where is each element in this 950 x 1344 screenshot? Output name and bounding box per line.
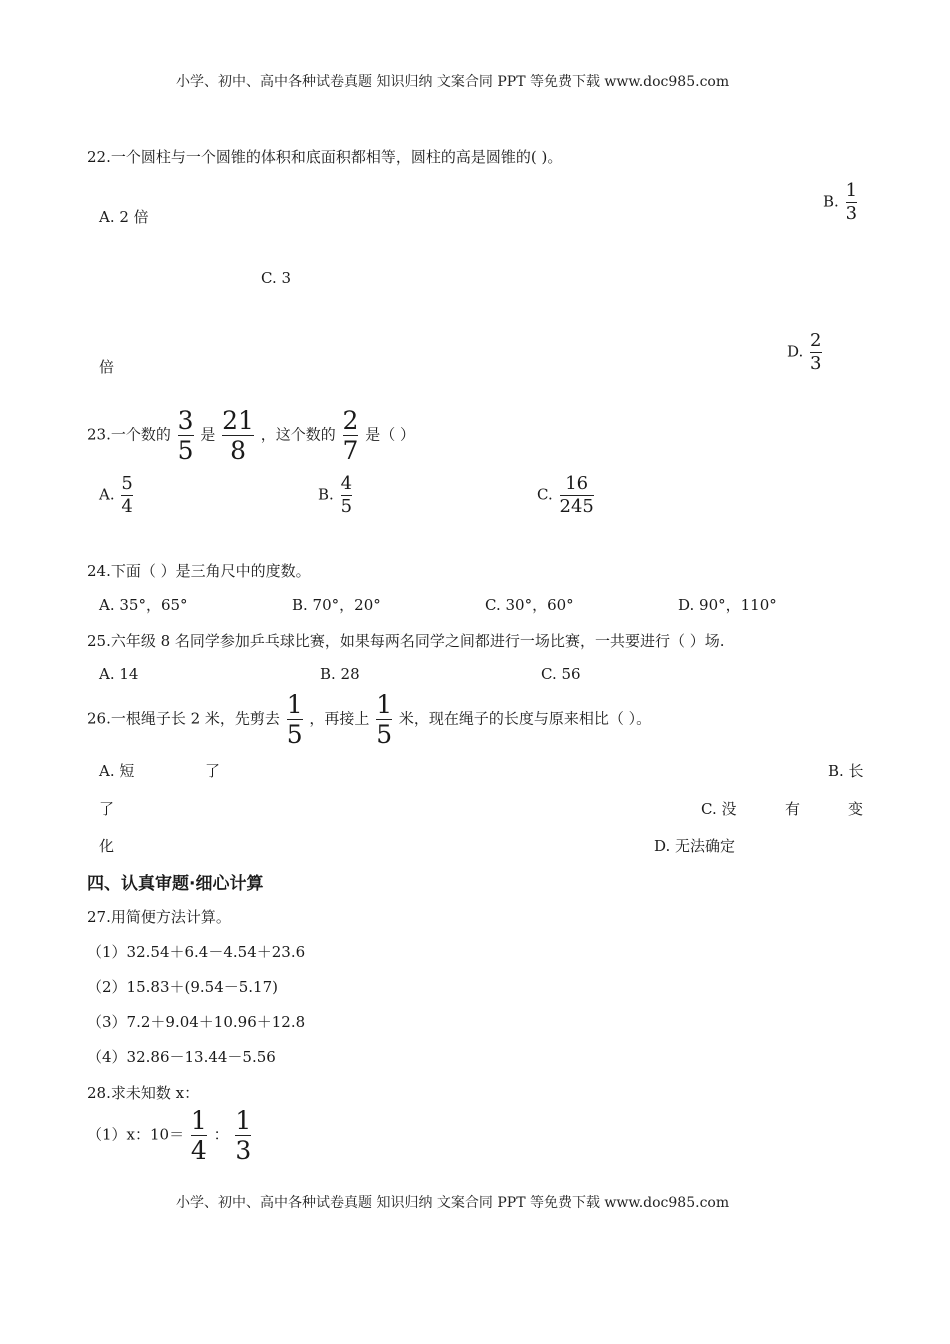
q23-suffix: 是（ ） bbox=[365, 425, 415, 444]
q23-fraction-3 bbox=[343, 408, 359, 463]
q26-fraction-1 bbox=[287, 692, 303, 747]
q26-option-a-part2: 了 bbox=[205, 762, 221, 780]
q23-mid2: ，这个数的 bbox=[260, 425, 336, 444]
q24-option-b: B. 70°，20° bbox=[292, 596, 381, 614]
q23-option-c bbox=[537, 475, 596, 516]
q23-fraction-1 bbox=[178, 408, 194, 463]
fraction-numerator: 21 bbox=[222, 406, 254, 435]
q22-option-b-fraction bbox=[846, 182, 857, 223]
section-4-title: 四、认真审题·细心计算 bbox=[87, 874, 264, 894]
q22-option-d-fraction bbox=[810, 332, 821, 373]
question-24-stem: 24.下面（ ）是三角尺中的度数。 bbox=[87, 562, 311, 580]
q26-option-b-part2: 了 bbox=[99, 800, 115, 818]
question-27-stem: 27.用简便方法计算。 bbox=[87, 908, 231, 926]
q26-option-c-part4: 化 bbox=[99, 837, 115, 855]
q27-item-2: （2）15.83＋(9.54－5.17) bbox=[87, 978, 278, 996]
page-footer: 小学、初中、高中各种试卷真题 知识归纳 文案合同 PPT 等免费下载 www.doc985.com bbox=[176, 1195, 730, 1211]
fraction-numerator: 1 bbox=[190, 1106, 207, 1135]
q28-fraction-1 bbox=[191, 1108, 207, 1163]
q26-option-a-part1: A. 短 bbox=[99, 762, 135, 780]
fraction-denominator: 3 bbox=[845, 203, 858, 224]
q26-option-c-part2: 有 bbox=[785, 800, 801, 818]
q23-option-c-fraction bbox=[560, 475, 594, 516]
q27-item-4: （4）32.86－13.44－5.56 bbox=[87, 1048, 276, 1066]
q22-option-c: C. 3 bbox=[261, 269, 292, 287]
fraction-numerator: 16 bbox=[565, 473, 589, 494]
q23-prefix: 23.一个数的 bbox=[87, 425, 171, 444]
q25-option-c: C. 56 bbox=[541, 665, 581, 683]
fraction-numerator: 1 bbox=[376, 690, 393, 719]
q27-item-1: （1）32.54＋6.4－4.54＋23.6 bbox=[87, 943, 306, 961]
q22-option-d-label: D. bbox=[787, 342, 804, 361]
fraction-denominator: 5 bbox=[177, 436, 194, 465]
fraction-denominator: 245 bbox=[559, 496, 594, 517]
fraction-numerator: 1 bbox=[845, 180, 858, 201]
fraction-denominator: 3 bbox=[810, 353, 822, 374]
fraction-denominator: 8 bbox=[230, 436, 246, 465]
q26-option-b-part1: B. 长 bbox=[828, 762, 864, 780]
q22-option-d bbox=[787, 332, 824, 373]
q28-fraction-2 bbox=[235, 1108, 251, 1163]
q23-option-b bbox=[318, 475, 354, 516]
fraction-numerator: 2 bbox=[810, 330, 822, 351]
q23-mid1: 是 bbox=[200, 425, 216, 444]
q26-prefix: 26.一根绳子长 2 米，先剪去 bbox=[87, 709, 280, 728]
q26-option-d: D. 无法确定 bbox=[654, 837, 736, 855]
q23-option-c-label: C. bbox=[537, 485, 553, 504]
fraction-numerator: 3 bbox=[177, 406, 194, 435]
fraction-denominator: 3 bbox=[235, 1136, 252, 1165]
fraction-numerator: 5 bbox=[121, 473, 133, 494]
q26-option-c-part3: 变 bbox=[848, 800, 864, 818]
question-23-stem bbox=[87, 408, 415, 463]
q28-item-1 bbox=[87, 1108, 253, 1163]
q24-option-a: A. 35°，65° bbox=[99, 596, 188, 614]
q22-option-b-label: B. bbox=[823, 192, 839, 211]
fraction-numerator: 1 bbox=[235, 1106, 252, 1135]
fraction-numerator: 4 bbox=[340, 473, 353, 494]
q23-option-a-fraction bbox=[121, 475, 132, 516]
q25-option-b: B. 28 bbox=[320, 665, 360, 683]
question-26-stem bbox=[87, 692, 651, 747]
q23-option-b-fraction bbox=[341, 475, 352, 516]
fraction-denominator: 5 bbox=[340, 496, 353, 517]
q26-suffix: 米，现在绳子的长度与原来相比（ ）。 bbox=[398, 709, 652, 728]
q25-option-a: A. 14 bbox=[99, 665, 139, 683]
question-25-stem: 25.六年级 8 名同学参加乒乓球比赛，如果每两名同学之间都进行一场比赛，一共要进行（ ）场. bbox=[87, 632, 725, 650]
question-28-stem: 28.求未知数 x： bbox=[87, 1084, 200, 1102]
fraction-denominator: 7 bbox=[342, 436, 359, 465]
q28-item-1-prefix: （1）x：10＝ bbox=[87, 1125, 185, 1144]
q26-option-c-part1: C. 没 bbox=[701, 800, 737, 818]
page-header: 小学、初中、高中各种试卷真题 知识归纳 文案合同 PPT 等免费下载 www.doc985.com bbox=[176, 74, 730, 90]
q23-option-a bbox=[99, 475, 135, 516]
q22-option-a: A. 2 倍 bbox=[99, 208, 149, 226]
q23-option-b-label: B. bbox=[318, 485, 334, 504]
fraction-denominator: 5 bbox=[376, 720, 393, 749]
q23-option-a-label: A. bbox=[99, 485, 115, 504]
question-22-stem: 22.一个圆柱与一个圆锥的体积和底面积都相等，圆柱的高是圆锥的( )。 bbox=[87, 148, 563, 166]
q24-option-d: D. 90°，110° bbox=[678, 596, 777, 614]
q22-option-b bbox=[823, 182, 859, 223]
fraction-numerator: 1 bbox=[286, 690, 303, 719]
fraction-denominator: 4 bbox=[121, 496, 133, 517]
fraction-denominator: 4 bbox=[190, 1136, 207, 1165]
q26-fraction-2 bbox=[376, 692, 392, 747]
q24-option-c: C. 30°，60° bbox=[485, 596, 574, 614]
fraction-numerator: 2 bbox=[342, 406, 359, 435]
q23-fraction-2 bbox=[222, 408, 254, 463]
q28-colon: ： bbox=[213, 1125, 229, 1144]
q27-item-3: （3）7.2＋9.04＋10.96＋12.8 bbox=[87, 1013, 306, 1031]
fraction-denominator: 5 bbox=[286, 720, 303, 749]
q22-option-c-tail: 倍 bbox=[99, 358, 115, 376]
q26-mid: ，再接上 bbox=[309, 709, 370, 728]
